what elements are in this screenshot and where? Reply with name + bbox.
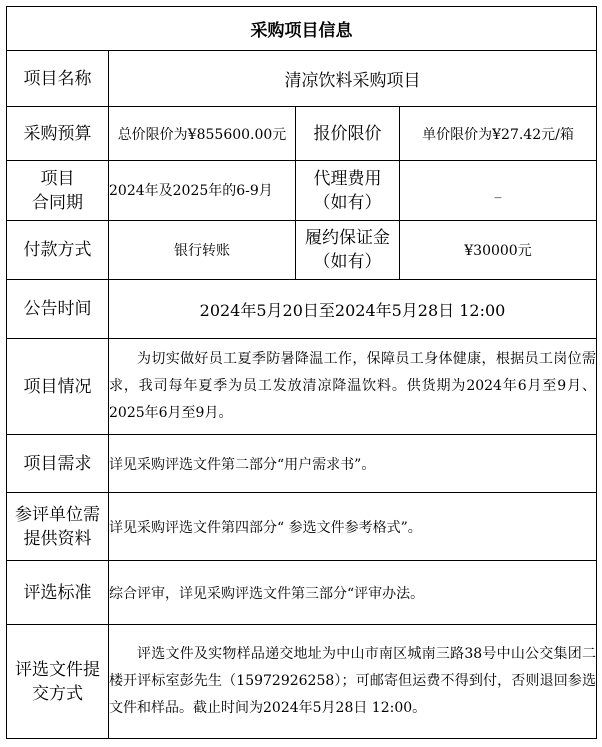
contract-period-label-line2: 合同期: [32, 192, 83, 213]
row-project-name: [7, 51, 597, 107]
submission-method-label-line1: 评选文件提: [15, 659, 100, 680]
contract-period-value: 2024年及2025年的6-9月: [109, 161, 296, 221]
agency-fee-value: _: [400, 161, 597, 221]
row-submission: [7, 625, 597, 739]
table-title: 采购项目信息: [7, 7, 597, 51]
row-contract: [7, 161, 597, 221]
notice-time-value: 2024年5月20日至2024年5月28日 12:00: [109, 280, 597, 339]
submission-method-label-line2: 交方式: [32, 683, 83, 704]
notice-time-label: 公告时间: [7, 280, 109, 339]
row-payment: [7, 221, 597, 280]
performance-bond-label-line2: （如有）: [313, 252, 382, 272]
contract-period-label-line1: 项目: [40, 168, 75, 189]
evaluation-criteria-value: 综合评审，详见采购评选文件第三部分“评审办法。: [109, 561, 597, 625]
evaluation-criteria-label: 评选标准: [7, 561, 109, 625]
submission-method-value: 评选文件及实物样品递交地址为中山市南区城南三路38号中山公交集团二楼开评标室彭先生（15972926258）；可邮寄但运费不得到付，否则退回参选文件和样品。截止时间为2024年5月28日 12:00。: [109, 625, 597, 739]
project-name-value: 清凉饮料采购项目: [109, 51, 597, 107]
required-documents-label: [7, 493, 109, 561]
project-situation-value: 为切实做好员工夏季防暑降温工作，保障员工身体健康，根据员工岗位需求，我司每年夏季为员工发放清凉降温饮料。供货期为2024年6月至9月、2025年6月至9月。: [109, 339, 597, 435]
procurement-info-table: [6, 6, 597, 739]
project-requirement-label: 项目需求: [7, 435, 109, 493]
quote-limit-label: 报价限价: [296, 107, 400, 161]
row-notice: [7, 280, 597, 339]
performance-bond-label-line1: 履约保证金: [305, 228, 390, 248]
performance-bond-value: ¥30000元: [400, 221, 597, 280]
row-criteria: [7, 561, 597, 625]
required-documents-label-line2: 提供资料: [23, 528, 92, 549]
performance-bond-label: [296, 221, 400, 280]
payment-method-label: 付款方式: [7, 221, 109, 280]
submission-method-label: [7, 625, 109, 739]
contract-period-label: [7, 161, 109, 221]
project-name-label: 项目名称: [7, 51, 109, 107]
agency-fee-label-line1: 代理费用: [313, 168, 382, 189]
row-documents: [7, 493, 597, 561]
quote-limit-value: 单价限价为¥27.42元/箱: [400, 107, 597, 161]
agency-fee-label: [296, 161, 400, 221]
required-documents-value: 详见采购评选文件第四部分“ 参选文件参考格式”。: [109, 493, 597, 561]
required-documents-label-line1: 参评单位需: [15, 504, 100, 525]
budget-label: 采购预算: [7, 107, 109, 161]
row-requirement: [7, 435, 597, 493]
agency-fee-label-line2: （如有）: [313, 192, 382, 213]
row-situation: [7, 339, 597, 435]
row-budget: [7, 107, 597, 161]
payment-method-value: 银行转账: [109, 221, 296, 280]
project-requirement-value: 详见采购评选文件第二部分“用户需求书”。: [109, 435, 597, 493]
project-situation-label: 项目情况: [7, 339, 109, 435]
budget-value: 总价限价为¥855600.00元: [109, 107, 296, 161]
